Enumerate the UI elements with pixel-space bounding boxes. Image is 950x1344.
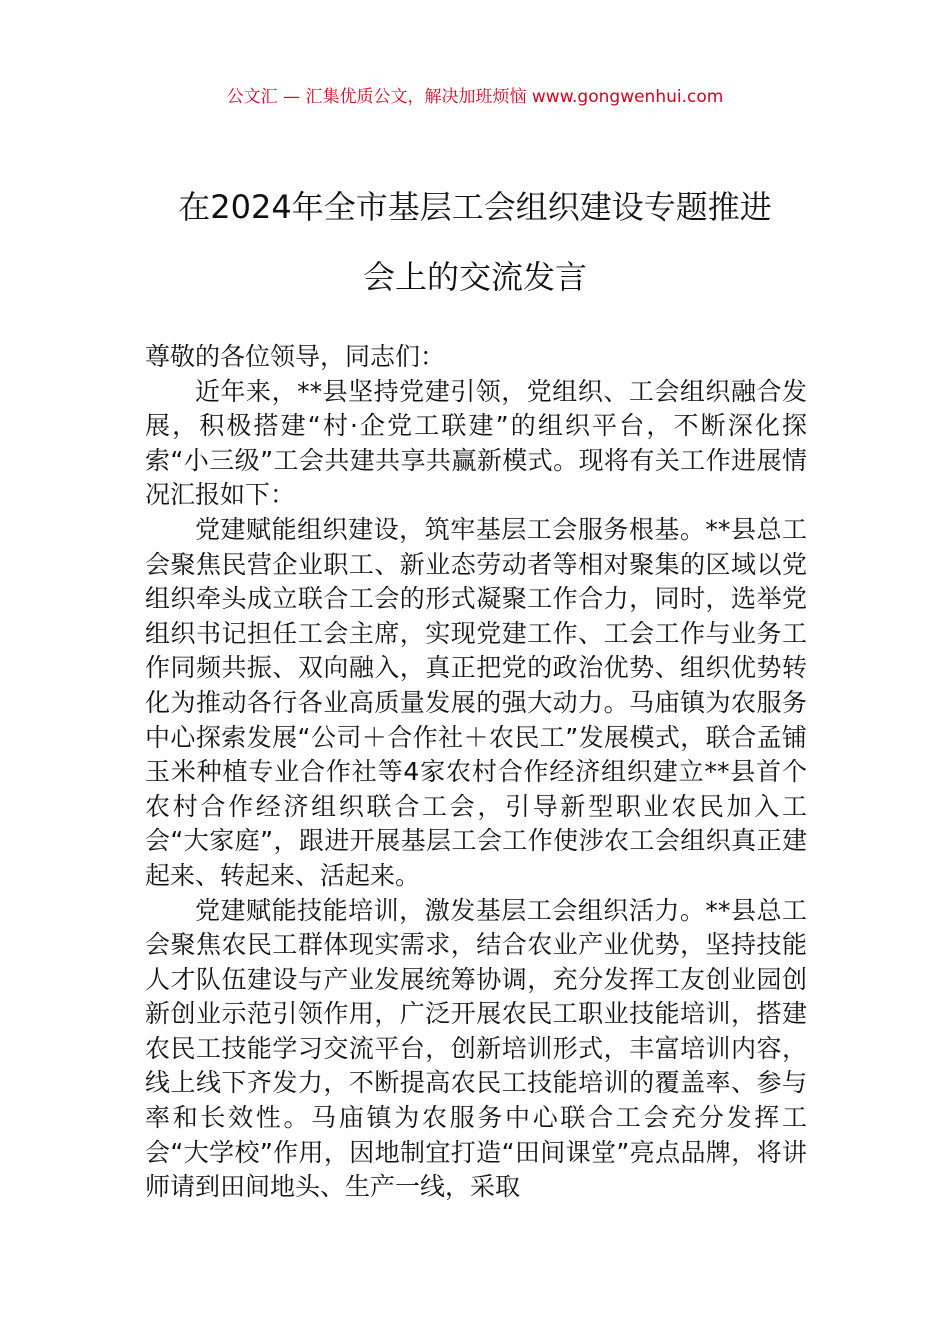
document-title-line-2: 会上的交流发言 — [362, 258, 587, 296]
salutation: 尊敬的各位领导，同志们： — [145, 342, 446, 371]
paragraph-organization-building: 党建赋能组织建设，筑牢基层工会服务根基。**县总工会聚焦民营企业职工、新业态劳动者等相对聚集的区域以党组织牵头成立联合工会的形式凝聚工作合力，同时，选举党组织书记担任工会主席，实现党建工作、工会工作与业务工作同频共振、双向融入，真正把党的政治优势、组织优势转化为推动各行各业高质量发展的强大动力。马庙镇为农服务中心探索发展“公司＋合作社＋农民工”发展模式，联合孟铺玉米种植专业合作社等4家农村合作经济组织建立**县首个农村合作经济组织联合工会，引导新型职业农民加入工会“大家庭”，跟进开展基层工会工作使涉农工会组织真正建起来、转起来、活起来。 — [145, 514, 807, 890]
document-title — [100, 172, 850, 312]
document-title-line-1: 在2024年全市基层工会组织建设专题推进 — [178, 188, 772, 226]
document-body — [145, 340, 807, 1205]
paragraph-skills-training: 党建赋能技能培训，激发基层工会组织活力。**县总工会聚焦农民工群体现实需求，结合农业产业优势，坚持技能人才队伍建设与产业发展统筹协调，充分发挥工友创业园创新创业示范引领作用，广泛开展农民工职业技能培训，搭建农民工技能学习交流平台，创新培训形式，丰富培训内容，线上线下齐发力，不断提高农民工技能培训的覆盖率、参与率和长效性。马庙镇为农服务中心联合工会充分发挥工会“大学校”作用，因地制宜打造“田间课堂”亮点品牌，将讲师请到田间地头、生产一线，采取 — [145, 895, 807, 1202]
header-banner: 公文汇 — 汇集优质公文，解决加班烦恼 www.gongwenhui.com — [226, 87, 724, 107]
paragraph-intro: 近年来，**县坚持党建引领，党组织、工会组织融合发展，积极搭建“村·企党工联建”的组织平台，不断深化探索“小三级”工会共建共享共赢新模式。现将有关工作进展情况汇报如下： — [145, 376, 807, 510]
